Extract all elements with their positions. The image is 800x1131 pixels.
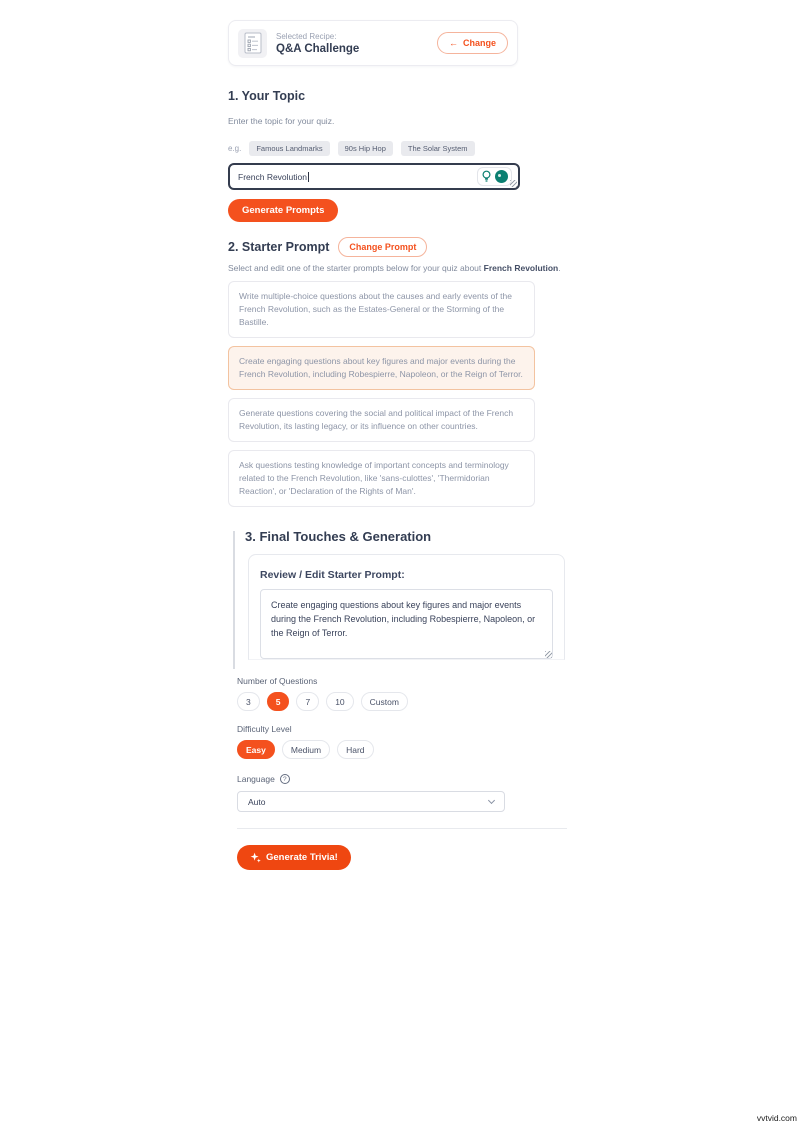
generate-trivia-button[interactable] [237,845,351,870]
recipe-name: Q&A Challenge [276,42,360,55]
review-prompt-textarea[interactable] [260,589,553,659]
topic-section-heading: 1. Your Topic [228,89,306,103]
selected-recipe-card [228,20,518,66]
step-indicator-line [233,531,235,669]
final-section-heading: 3. Final Touches & Generation [245,529,432,544]
final-section [228,529,568,870]
chevron-down-icon [488,796,495,803]
starter-description-topic: French Revolution [483,263,559,273]
back-arrow-icon: ← [448,38,458,48]
number-of-questions-label: Number of Questions [237,676,318,686]
starter-description-prefix: Select and edit one of the starter prompts below for your quiz about [228,263,484,273]
assistant-icon[interactable] [495,170,508,183]
review-prompt-label: Review / Edit Starter Prompt: [260,569,405,581]
question-count-options [237,692,568,711]
watermark: vvtvid.com [756,1113,797,1123]
difficulty-level-label: Difficulty Level [237,724,292,734]
starter-description [228,263,568,273]
language-select[interactable] [237,791,505,812]
question-count-5-selected[interactable]: 5 [267,692,290,711]
question-count-7[interactable]: 7 [296,692,319,711]
question-count-custom[interactable]: Custom [361,692,408,711]
starter-prompt-option-2-selected[interactable]: Create engaging questions about key figures and major events during the French Revolution, including Robespierre, Napoleon, or the Reign of Terror. [228,346,535,390]
topic-description: Enter the topic for your quiz. [228,116,335,126]
starter-description-suffix: . [558,263,561,273]
change-prompt-button[interactable]: Change Prompt [338,237,427,257]
eg-label: e.g. [228,144,242,153]
section-divider [237,828,567,829]
text-cursor [308,172,309,182]
question-count-10[interactable]: 10 [326,692,353,711]
review-textarea-resize-handle[interactable] [545,651,552,658]
sparkle-icon [250,852,261,863]
starter-prompt-option-1[interactable]: Write multiple-choice questions about the causes and early events of the French Revolution, such as the Estates-General or the Storming of the Bastille. [228,281,535,338]
generate-prompts-button[interactable]: Generate Prompts [228,199,338,222]
topic-input[interactable] [228,163,520,190]
topic-input-resize-handle[interactable] [510,180,517,187]
starter-prompt-option-4[interactable]: Ask questions testing knowledge of important concepts and terminology related to the French Revolution, like 'sans-culottes', 'Thermidorian Reaction', or 'Declaration of the Rights of Man'. [228,450,535,507]
language-label: Language [237,774,275,784]
lightbulb-icon[interactable] [481,170,492,183]
selected-recipe-label: Selected Recipe: [276,31,337,41]
example-chip-90s-hip-hop[interactable]: 90s Hip Hop [338,141,393,156]
extension-icons-group [477,167,512,186]
change-recipe-button[interactable] [437,32,508,54]
difficulty-hard[interactable]: Hard [337,740,373,759]
topic-input-value: French Revolution [238,171,307,182]
example-chip-famous-landmarks[interactable]: Famous Landmarks [249,141,329,156]
change-recipe-label: Change [462,38,496,48]
difficulty-options [237,740,568,759]
language-help-icon[interactable]: ? [280,774,290,784]
difficulty-medium[interactable]: Medium [282,740,330,759]
question-count-3[interactable]: 3 [237,692,260,711]
difficulty-easy-selected[interactable]: Easy [237,740,275,759]
language-selected-value: Auto [248,796,266,807]
generate-trivia-label: Generate Trivia! [266,852,338,863]
example-chip-solar-system[interactable]: The Solar System [401,141,475,156]
starter-section-heading: 2. Starter Prompt [228,240,330,254]
starter-prompt-option-3[interactable]: Generate questions covering the social and political impact of the French Revolution, its lasting legacy, or its influence on other countries. [228,398,535,442]
recipe-checklist-icon [238,29,267,58]
review-panel [248,554,565,660]
